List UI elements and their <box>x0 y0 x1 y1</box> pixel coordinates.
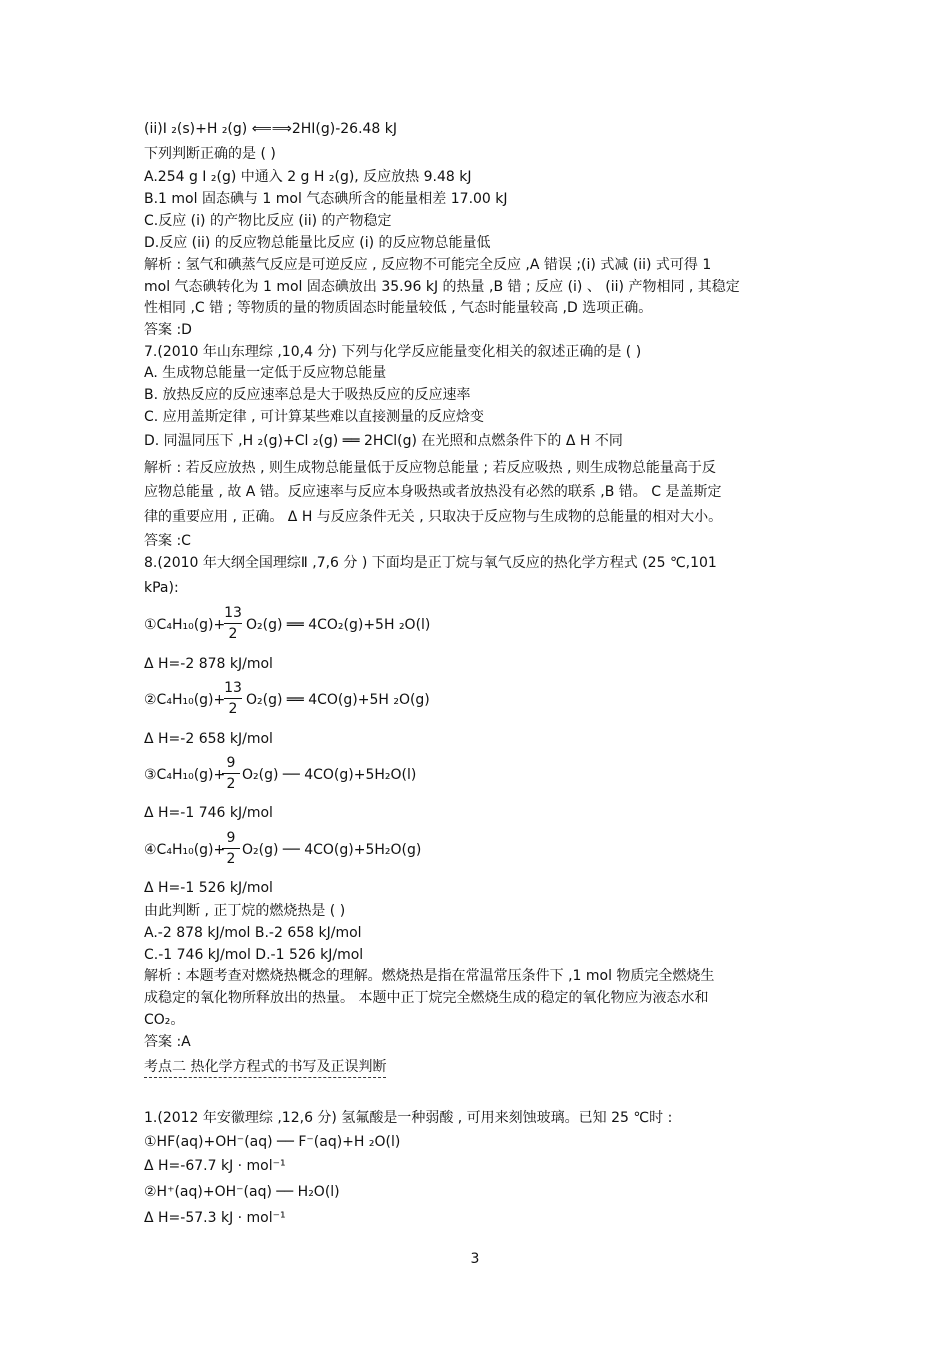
enthalpy-line: Δ H=-1 526 kJ/mol <box>144 880 273 896</box>
fraction-numerator: 13 <box>224 680 242 696</box>
equation-prefix: ④C₄H₁₀(g)+ <box>144 842 226 858</box>
question-heading: 8.(2010 年大纲全国理综Ⅱ ,7,6 分 ) 下面均是正丁烷与氧气反应的热化学方程式 (25 ℃,101 <box>144 555 717 571</box>
enthalpy-line: Δ H=-2 878 kJ/mol <box>144 656 273 672</box>
equation-prefix: ①C₄H₁₀(g)+ <box>144 617 226 633</box>
text-line: 由此判断 , 正丁烷的燃烧热是 ( ) <box>144 903 346 919</box>
fraction <box>222 830 240 867</box>
fraction-numerator: 9 <box>226 830 236 846</box>
fraction <box>224 605 242 642</box>
fraction-numerator: 13 <box>224 605 242 621</box>
section-heading-text: 考点二 热化学方程式的书写及正误判断 <box>144 1059 386 1078</box>
equation-prefix: ②C₄H₁₀(g)+ <box>144 692 226 708</box>
section-heading <box>144 1058 386 1076</box>
text-line: 解析 : 若反应放热 , 则生成物总能量低于反应物总能量 ; 若反应吸热 , 则生成物总能量高于反 <box>144 460 716 476</box>
text-line: 下列判断正确的是 ( ) <box>144 146 276 162</box>
text-line: B. 放热反应的反应速率总是大于吸热反应的反应速率 <box>144 387 471 403</box>
enthalpy-line: Δ H=-67.7 kJ · mol⁻¹ <box>144 1158 286 1174</box>
equation-suffix: O₂(g) ── 4CO(g)+5H₂O(l) <box>242 767 417 783</box>
option-line: C.-1 746 kJ/mol D.-1 526 kJ/mol <box>144 947 364 963</box>
answer: 答案 :A <box>144 1034 191 1050</box>
equation-4 <box>144 841 225 859</box>
equation-suffix: O₂(g) ══ 4CO(g)+5H ₂O(g) <box>246 692 430 708</box>
text-line: B.1 mol 固态碘与 1 mol 气态碘所含的能量相差 17.00 kJ <box>144 191 508 207</box>
question-heading: 7.(2010 年山东理综 ,10,4 分) 下列与化学反应能量变化相关的叙述正确的是 ( ) <box>144 344 642 360</box>
answer: 答案 :C <box>144 533 191 549</box>
option-line: A.-2 878 kJ/mol B.-2 658 kJ/mol <box>144 925 362 941</box>
enthalpy-line: Δ H=-57.3 kJ · mol⁻¹ <box>144 1210 286 1226</box>
text-line: 成稳定的氧化物所释放出的热量。 本题中正丁烷完全燃烧生成的稳定的氧化物应为液态水和 <box>144 990 709 1006</box>
page-number: 3 <box>470 1251 480 1267</box>
text-line: 应物总能量 , 故 A 错。反应速率与反应本身吸热或者放热没有必然的联系 ,B 错。 C 是盖斯定 <box>144 484 722 500</box>
enthalpy-line: Δ H=-1 746 kJ/mol <box>144 805 273 821</box>
text-line: 律的重要应用 , 正确。 Δ H 与反应条件无关 , 只取决于反应物与生成物的总能量的相对大小。 <box>144 509 723 525</box>
fraction-denominator: 2 <box>228 701 238 717</box>
question-heading: 1.(2012 年安徽理综 ,12,6 分) 氢氟酸是一种弱酸 , 可用来刻蚀玻璃。已知 25 ℃时 : <box>144 1110 673 1126</box>
text-line: mol 气态碘转化为 1 mol 固态碘放出 35.96 kJ 的热量 ,B 错 ; 反应 (i) 、 (ii) 产物相同 , 其稳定 <box>144 279 740 295</box>
equation-suffix: O₂(g) ── 4CO(g)+5H₂O(g) <box>242 842 422 858</box>
fraction <box>222 755 240 792</box>
equation-suffix: O₂(g) ══ 4CO₂(g)+5H ₂O(l) <box>246 617 431 633</box>
text-line: C.反应 (i) 的产物比反应 (ii) 的产物稳定 <box>144 213 392 229</box>
fraction-denominator: 2 <box>228 626 238 642</box>
text-line: A. 生成物总能量一定低于反应物总能量 <box>144 365 387 381</box>
text-line: D. 同温同压下 ,H ₂(g)+Cl ₂(g) ══ 2HCl(g) 在光照和点燃条件下的 Δ H 不同 <box>144 433 623 449</box>
equation-3 <box>144 766 225 784</box>
text-line: 解析 : 氢气和碘蒸气反应是可逆反应 , 反应物不可能完全反应 ,A 错误 ;(i) 式减 (ii) 式可得 1 <box>144 257 712 273</box>
equation-line: ①HF(aq)+OH⁻(aq) ── F⁻(aq)+H ₂O(l) <box>144 1134 401 1150</box>
text-line: (ii)I ₂(s)+H ₂(g) ⟸⟹2HI(g)-26.48 kJ <box>144 121 398 137</box>
text-line: D.反应 (ii) 的反应物总能量比反应 (i) 的反应物总能量低 <box>144 235 491 251</box>
fraction <box>224 680 242 717</box>
text-line: 性相同 ,C 错 ; 等物质的量的物质固态时能量较低 , 气态时能量较高 ,D 选项正确。 <box>144 300 653 316</box>
text-line: kPa): <box>144 580 179 596</box>
equation-line: ②H⁺(aq)+OH⁻(aq) ── H₂O(l) <box>144 1184 340 1200</box>
fraction-denominator: 2 <box>226 851 236 867</box>
text-line: 解析 : 本题考查对燃烧热概念的理解。燃烧热是指在常温常压条件下 ,1 mol 物质完全燃烧生 <box>144 968 715 984</box>
text-line: A.254 g I ₂(g) 中通入 2 g H ₂(g), 反应放热 9.48 kJ <box>144 169 472 185</box>
text-line: CO₂。 <box>144 1012 185 1028</box>
equation-2 <box>144 691 225 709</box>
equation-prefix: ③C₄H₁₀(g)+ <box>144 767 226 783</box>
equation-1 <box>144 616 225 634</box>
enthalpy-line: Δ H=-2 658 kJ/mol <box>144 731 273 747</box>
text-line: C. 应用盖斯定律 , 可计算某些难以直接测量的反应焓变 <box>144 409 485 425</box>
fraction-numerator: 9 <box>226 755 236 771</box>
fraction-denominator: 2 <box>226 776 236 792</box>
answer: 答案 :D <box>144 322 192 338</box>
